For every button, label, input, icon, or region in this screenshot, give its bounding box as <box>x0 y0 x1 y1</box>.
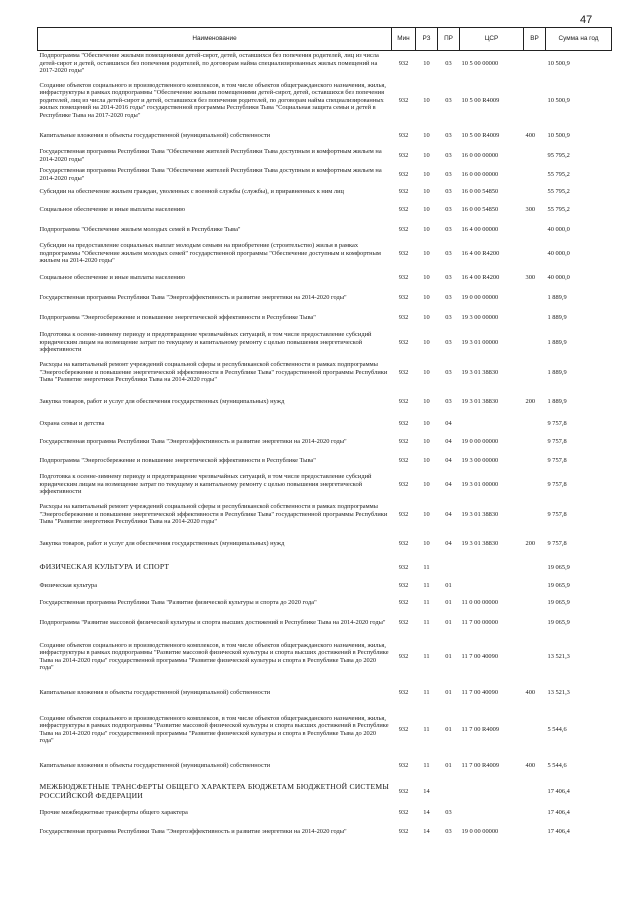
cell-name: Расходы на капитальный ремонт учреждений социальной сферы и республиканской собственности в рамках подпрограммы "Энергосбережение и повышение энергетической эффективности в Республике Тыва" государственной программы Республики Тыва "Развитие энергетики Республики Тыва на 2014-2020 годы" <box>39 361 388 384</box>
cell-name: Расходы на капитальный ремонт учреждений социальной сферы и республиканской собственности в рамках подпрограммы "Энергосбережение и повышение энергетической эффективности в Республике Тыва" государственной программы Республики Тыва "Развитие энергетики Республики Тыва на 2014-2020 годы" <box>39 503 388 526</box>
cell-csr: 19 3 01 38830 <box>461 539 499 547</box>
cell-name: Подпрограмма "Энергосбережение и повышение энергетической эффективности в Республике Тыва" <box>39 456 316 464</box>
cell-pr: 03 <box>445 225 452 233</box>
cell-min: 932 <box>398 368 409 376</box>
cell-sum: 10 500,9 <box>547 131 570 139</box>
cell-rz: 10 <box>423 59 430 67</box>
cell-pr: 03 <box>445 170 452 178</box>
cell-rz: 11 <box>423 688 430 696</box>
cell-min: 932 <box>398 827 409 835</box>
cell-min: 932 <box>398 581 409 589</box>
cell-sum: 9 757,8 <box>547 437 567 445</box>
table-row <box>38 51 612 76</box>
cell-sum: 19 065,9 <box>547 618 570 626</box>
cell-rz: 11 <box>423 725 430 733</box>
cell-csr: 11 7 00 R4009 <box>461 761 500 769</box>
cell-vr <box>524 500 546 530</box>
cell-name: Государственная программа Республики Тыва "Энергоэффективность и развитие энергетики на 2014-2020 годы" <box>39 293 347 301</box>
cell-rz: 10 <box>423 419 430 427</box>
cell-vr: 300 <box>525 205 536 213</box>
cell-min: 932 <box>398 313 409 321</box>
cell-pr <box>438 558 460 578</box>
cell-sum: 1 889,9 <box>547 397 567 405</box>
cell-sum: 40 000,0 <box>547 249 570 257</box>
cell-name: Субсидии на обеспечение жильем граждан, уволенных с военной службы (службы), и приравненных к ним лиц <box>39 187 344 195</box>
table-row <box>38 388 612 416</box>
table-row <box>38 200 612 220</box>
cell-sum: 9 757,8 <box>547 419 567 427</box>
cell-csr: 11 7 00 R4009 <box>461 725 500 733</box>
cell-pr: 03 <box>445 827 452 835</box>
cell-min: 932 <box>398 59 409 67</box>
cell-name: Создание объектов социального и производственного комплексов, в том числе объектов общегражданского назначения, жилья, инфраструктуры в рамках подпрограммы "Развитие массовой физической культуры и спорта высших достижений в Республике Тыва на 2014-2020 годы" государственной программы "Развитие физической культуры и спорта в Республике Тыва до 2020 года" <box>39 641 389 672</box>
cell-rz: 10 <box>423 96 430 104</box>
table-header-row <box>38 28 612 51</box>
cell-min: 932 <box>398 131 409 139</box>
cell-rz: 10 <box>423 151 430 159</box>
cell-sum: 9 757,8 <box>547 539 567 547</box>
cell-vr <box>524 778 546 806</box>
cell-csr <box>460 558 524 578</box>
cell-vr <box>524 558 546 578</box>
table-row <box>38 612 612 634</box>
cell-sum: 19 065,9 <box>547 581 570 589</box>
cell-min: 932 <box>398 652 409 660</box>
cell-vr <box>524 358 546 388</box>
header-rz: РЗ <box>416 28 438 51</box>
cell-min: 932 <box>398 539 409 547</box>
cell-csr: 10 5 00 R4009 <box>461 131 500 139</box>
cell-rz: 10 <box>423 249 430 257</box>
header-csr: ЦСР <box>460 28 524 51</box>
section-row <box>38 558 612 578</box>
cell-min: 932 <box>398 808 409 816</box>
cell-vr <box>524 416 546 432</box>
cell-min: 932 <box>398 151 409 159</box>
cell-pr: 04 <box>445 437 452 445</box>
cell-csr: 19 3 01 00000 <box>461 338 499 346</box>
cell-csr: 19 0 00 00000 <box>461 437 499 445</box>
cell-csr: 19 3 01 00000 <box>461 480 499 488</box>
page-number: 47 <box>580 14 593 26</box>
cell-min: 932 <box>398 456 409 464</box>
cell-sum: 17 406,4 <box>547 808 570 816</box>
table-row <box>38 184 612 200</box>
table-row <box>38 706 612 754</box>
cell-min: 932 <box>398 688 409 696</box>
table-row <box>38 754 612 778</box>
cell-name: Капитальные вложения в объекты государственной (муниципальной) собственности <box>39 761 271 769</box>
cell-name: Создание объектов социального и производственного комплексов, в том числе объектов общегражданского назначения, жилья, инфраструктуры в рамках подпрограммы "Развитие массовой физической культуры и спорта высших достижений в Республике Тыва на 2014-2020 годы" государственной программы "Развитие физической культуры и спорта в Республике Тыва до 2020 года" <box>39 714 389 745</box>
cell-name: Создание объектов социального и производственного комплексов, в том числе объектов общегражданского назначения, жилья, инфраструктуры в рамках подпрограммы "Обеспечение жилыми помещениями детей-сирот, детей, оставшихся без попечения родителей, лиц из числа детей-сирот и детей, оставшихся без попечения родителей, по договорам найма специализированных жилых помещений на 2014-2016 годы" государственной программы Республики Тыва "Социальная защита семьи и детей в Республике Тыва на 2017-2020 годы" <box>39 81 386 119</box>
cell-name: Охрана семьи и детства <box>39 419 105 427</box>
cell-name: МЕЖБЮДЖЕТНЫЕ ТРАНСФЕРТЫ ОБЩЕГО ХАРАКТЕРА БЮДЖЕТАМ БЮДЖЕТНОЙ СИСТЕМЫ РОССИЙСКОЙ ФЕДЕРАЦИИ <box>39 781 390 800</box>
cell-rz: 11 <box>423 618 430 626</box>
cell-min: 932 <box>398 419 409 427</box>
cell-rz: 10 <box>423 170 430 178</box>
cell-vr <box>524 220 546 240</box>
cell-rz: 10 <box>423 131 430 139</box>
cell-pr: 04 <box>445 480 452 488</box>
table-row <box>38 358 612 388</box>
cell-pr: 03 <box>445 249 452 257</box>
cell-sum: 40 000,0 <box>547 273 570 281</box>
cell-sum: 55 795,2 <box>547 170 570 178</box>
budget-table <box>37 27 612 844</box>
cell-vr: 400 <box>525 131 536 139</box>
table-row <box>38 680 612 706</box>
cell-csr: 16 4 00 00000 <box>461 225 499 233</box>
cell-vr: 400 <box>525 761 536 769</box>
cell-vr <box>524 612 546 634</box>
cell-min: 932 <box>398 761 409 769</box>
cell-vr <box>524 146 546 166</box>
cell-vr: 300 <box>525 273 536 281</box>
cell-csr <box>460 578 524 594</box>
cell-rz: 10 <box>423 225 430 233</box>
cell-pr: 04 <box>445 539 452 547</box>
cell-name: Закупка товаров, работ и услуг для обеспечения государственных (муниципальных) нужд <box>39 539 285 547</box>
cell-sum: 1 889,9 <box>547 293 567 301</box>
cell-name: Государственная программа Республики Тыва "Обеспечение жителей Республики Тыва доступным и комфортным жильем на 2014-2020 годы" <box>39 167 382 182</box>
cell-rz: 10 <box>423 187 430 195</box>
cell-pr: 03 <box>445 96 452 104</box>
cell-csr: 10 5 00 00000 <box>461 59 499 67</box>
cell-name: Подпрограмма "Обеспечение жильем молодых семей в Республике Тыва" <box>39 225 241 233</box>
table-row <box>38 328 612 358</box>
cell-rz: 10 <box>423 437 430 445</box>
cell-rz: 14 <box>423 827 430 835</box>
cell-rz: 11 <box>423 652 430 660</box>
cell-csr: 19 3 01 38830 <box>461 368 499 376</box>
table-row <box>38 76 612 126</box>
cell-pr: 03 <box>445 293 452 301</box>
cell-sum: 13 521,3 <box>547 688 570 696</box>
cell-csr: 16 4 00 R4200 <box>461 273 500 281</box>
cell-sum: 1 889,9 <box>547 368 567 376</box>
header-min: Мин <box>392 28 416 51</box>
cell-csr: 11 7 00 40090 <box>461 652 499 660</box>
cell-min: 932 <box>398 187 409 195</box>
cell-name: Подготовка к осенне-зимнему периоду и предотвращение чрезвычайных ситуаций, в том числе предоставление субсидий юридическим лицам на возмещение затрат по текущему и капитальному ремонту с целью повышения энергетической эффективности <box>39 331 372 354</box>
cell-rz: 11 <box>423 563 430 571</box>
cell-vr <box>524 452 546 470</box>
cell-rz: 10 <box>423 338 430 346</box>
cell-csr: 16 0 00 54850 <box>461 187 499 195</box>
cell-pr: 01 <box>445 581 452 589</box>
cell-min: 932 <box>398 205 409 213</box>
cell-name: Подготовка к осенне-зимнему периоду и предотвращение чрезвычайных ситуаций, в том числе предоставление субсидий юридическим лицам на возмещение затрат по текущему и капитальному ремонту с целью повышения энергетической эффективности <box>39 473 372 496</box>
cell-rz: 10 <box>423 397 430 405</box>
cell-min: 932 <box>398 787 409 795</box>
cell-min: 932 <box>398 598 409 606</box>
cell-csr: 16 0 00 00000 <box>461 151 499 159</box>
cell-name: Государственная программа Республики Тыва "Энергоэффективность и развитие энергетики на 2014-2020 годы" <box>39 827 347 835</box>
cell-pr: 03 <box>445 131 452 139</box>
cell-name: Прочие межбюджетные трансферты общего характера <box>39 808 188 816</box>
cell-vr <box>524 820 546 844</box>
cell-rz: 10 <box>423 368 430 376</box>
table-row <box>38 500 612 530</box>
cell-csr: 16 4 00 R4200 <box>461 249 500 257</box>
cell-name: Субсидии на предоставление социальных выплат молодым семьям на приобретение (строительство) жилья в рамках подпрограммы "Обеспечение жильем молодых семей" государственной программы "Обеспечение доступным и комфортным жильем на 2014-2020 годы" <box>39 242 381 265</box>
cell-name: Закупка товаров, работ и услуг для обеспечения государственных (муниципальных) нужд <box>39 397 285 405</box>
cell-vr <box>524 76 546 126</box>
cell-csr: 10 5 00 R4009 <box>461 96 500 104</box>
cell-pr: 01 <box>445 725 452 733</box>
cell-sum: 1 889,9 <box>547 338 567 346</box>
cell-rz: 14 <box>423 787 430 795</box>
cell-min: 932 <box>398 437 409 445</box>
cell-csr: 19 3 01 38830 <box>461 397 499 405</box>
cell-pr <box>438 778 460 806</box>
cell-vr <box>524 634 546 680</box>
cell-vr <box>524 806 546 820</box>
header-vr: ВР <box>524 28 546 51</box>
cell-vr <box>524 166 546 184</box>
table-row <box>38 634 612 680</box>
table-row <box>38 416 612 432</box>
cell-pr: 04 <box>445 419 452 427</box>
cell-vr <box>524 432 546 452</box>
cell-sum: 1 889,9 <box>547 313 567 321</box>
cell-rz: 10 <box>423 313 430 321</box>
table-row <box>38 308 612 328</box>
cell-vr: 400 <box>525 688 536 696</box>
cell-sum: 9 757,8 <box>547 510 567 518</box>
cell-csr: 11 7 00 00000 <box>461 618 499 626</box>
cell-name: Подпрограмма "Обеспечение жилыми помещениями детей-сирот, детей, оставшихся без попечения родителей, лиц из числа детей-сирот и детей, оставшихся без попечения родителей, по договорам найма специализированных жилых помещений на 2017-2020 годы" <box>39 52 379 75</box>
cell-csr <box>460 416 524 432</box>
cell-min: 932 <box>398 96 409 104</box>
cell-pr: 04 <box>445 456 452 464</box>
table-row <box>38 146 612 166</box>
cell-vr <box>524 288 546 308</box>
cell-vr <box>524 594 546 612</box>
cell-vr <box>524 184 546 200</box>
cell-vr: 200 <box>525 397 536 405</box>
cell-sum: 9 757,8 <box>547 480 567 488</box>
table-row <box>38 820 612 844</box>
cell-name: Физическая культура <box>39 581 98 589</box>
cell-sum: 17 406,4 <box>547 827 570 835</box>
cell-csr: 16 0 00 54850 <box>461 205 499 213</box>
cell-pr: 03 <box>445 397 452 405</box>
cell-rz: 10 <box>423 205 430 213</box>
cell-sum: 5 544,6 <box>547 725 567 733</box>
cell-name: Социальное обеспечение и иные выплаты населению <box>39 273 186 281</box>
cell-min: 932 <box>398 563 409 571</box>
cell-pr: 03 <box>445 273 452 281</box>
cell-csr: 19 0 00 00000 <box>461 293 499 301</box>
cell-csr: 19 3 00 00000 <box>461 313 499 321</box>
cell-pr: 03 <box>445 205 452 213</box>
cell-pr: 01 <box>445 618 452 626</box>
cell-vr <box>524 706 546 754</box>
cell-rz: 10 <box>423 273 430 281</box>
cell-pr: 03 <box>445 368 452 376</box>
table-row <box>38 530 612 558</box>
cell-min: 932 <box>398 725 409 733</box>
table-row <box>38 268 612 288</box>
cell-rz: 10 <box>423 293 430 301</box>
cell-rz: 10 <box>423 539 430 547</box>
cell-csr <box>460 806 524 820</box>
cell-csr: 16 0 00 00000 <box>461 170 499 178</box>
cell-rz: 10 <box>423 480 430 488</box>
cell-name: Капитальные вложения в объекты государственной (муниципальной) собственности <box>39 688 271 696</box>
cell-pr: 03 <box>445 151 452 159</box>
cell-sum: 55 795,2 <box>547 205 570 213</box>
cell-sum: 13 521,3 <box>547 652 570 660</box>
header-sum: Сумма на год <box>546 28 612 51</box>
cell-sum: 95 795,2 <box>547 151 570 159</box>
table-row <box>38 126 612 146</box>
cell-name: Капитальные вложения в объекты государственной (муниципальной) собственности <box>39 131 271 139</box>
cell-pr: 04 <box>445 510 452 518</box>
cell-rz: 14 <box>423 808 430 816</box>
header-pr: ПР <box>438 28 460 51</box>
cell-name: Подпрограмма "Энергосбережение и повышение энергетической эффективности в Республике Тыва" <box>39 313 316 321</box>
cell-pr: 03 <box>445 338 452 346</box>
cell-pr: 03 <box>445 808 452 816</box>
cell-csr: 11 0 00 00000 <box>461 598 499 606</box>
cell-rz: 11 <box>423 581 430 589</box>
cell-csr: 19 3 01 38830 <box>461 510 499 518</box>
cell-vr <box>524 470 546 500</box>
cell-name: Социальное обеспечение и иные выплаты населению <box>39 205 186 213</box>
cell-name: Государственная программа Республики Тыва "Энергоэффективность и развитие энергетики на 2014-2020 годы" <box>39 437 347 445</box>
cell-vr <box>524 240 546 268</box>
cell-pr: 01 <box>445 688 452 696</box>
cell-min: 932 <box>398 618 409 626</box>
cell-min: 932 <box>398 480 409 488</box>
cell-rz: 11 <box>423 761 430 769</box>
cell-vr <box>524 578 546 594</box>
header-name: Наименование <box>38 28 392 51</box>
cell-pr: 01 <box>445 761 452 769</box>
cell-sum: 40 000,0 <box>547 225 570 233</box>
cell-sum: 55 795,2 <box>547 187 570 195</box>
cell-sum: 17 406,4 <box>547 787 570 795</box>
cell-name: Государственная программа Республики Тыва "Развитие физической культуры и спорта до 2020 года" <box>39 598 317 606</box>
cell-pr: 03 <box>445 313 452 321</box>
cell-min: 932 <box>398 273 409 281</box>
cell-min: 932 <box>398 510 409 518</box>
cell-min: 932 <box>398 225 409 233</box>
cell-sum: 19 065,9 <box>547 563 570 571</box>
table-row <box>38 220 612 240</box>
cell-min: 932 <box>398 397 409 405</box>
cell-name: Подпрограмма "Развитие массовой физической культуры и спорта высших достижений в Республике Тыва на 2014-2020 годы" <box>39 618 386 626</box>
cell-min: 932 <box>398 249 409 257</box>
cell-rz: 10 <box>423 510 430 518</box>
cell-csr: 19 3 00 00000 <box>461 456 499 464</box>
table-row <box>38 432 612 452</box>
cell-vr <box>524 328 546 358</box>
cell-rz: 11 <box>423 598 430 606</box>
table-row <box>38 806 612 820</box>
cell-pr: 01 <box>445 598 452 606</box>
cell-min: 932 <box>398 338 409 346</box>
cell-vr <box>524 51 546 76</box>
cell-rz: 10 <box>423 456 430 464</box>
cell-sum: 9 757,8 <box>547 456 567 464</box>
cell-sum: 10 500,9 <box>547 96 570 104</box>
table-row <box>38 578 612 594</box>
cell-min: 932 <box>398 170 409 178</box>
cell-pr: 01 <box>445 652 452 660</box>
section-row <box>38 778 612 806</box>
cell-sum: 10 500,9 <box>547 59 570 67</box>
cell-csr: 11 7 00 40090 <box>461 688 499 696</box>
table-row <box>38 288 612 308</box>
cell-min: 932 <box>398 293 409 301</box>
table-row <box>38 452 612 470</box>
cell-pr: 03 <box>445 59 452 67</box>
cell-sum: 19 065,9 <box>547 598 570 606</box>
table-row <box>38 470 612 500</box>
cell-name: Государственная программа Республики Тыва "Обеспечение жителей Республики Тыва доступным и комфортным жильем на 2014-2020 годы" <box>39 148 382 163</box>
cell-vr: 200 <box>525 539 536 547</box>
cell-sum: 5 544,6 <box>547 761 567 769</box>
table-row <box>38 166 612 184</box>
cell-csr <box>460 778 524 806</box>
cell-name: ФИЗИЧЕСКАЯ КУЛЬТУРА И СПОРТ <box>39 562 170 572</box>
cell-pr: 03 <box>445 187 452 195</box>
table-row <box>38 594 612 612</box>
table-row <box>38 240 612 268</box>
cell-csr: 19 0 00 00000 <box>461 827 499 835</box>
cell-vr <box>524 308 546 328</box>
